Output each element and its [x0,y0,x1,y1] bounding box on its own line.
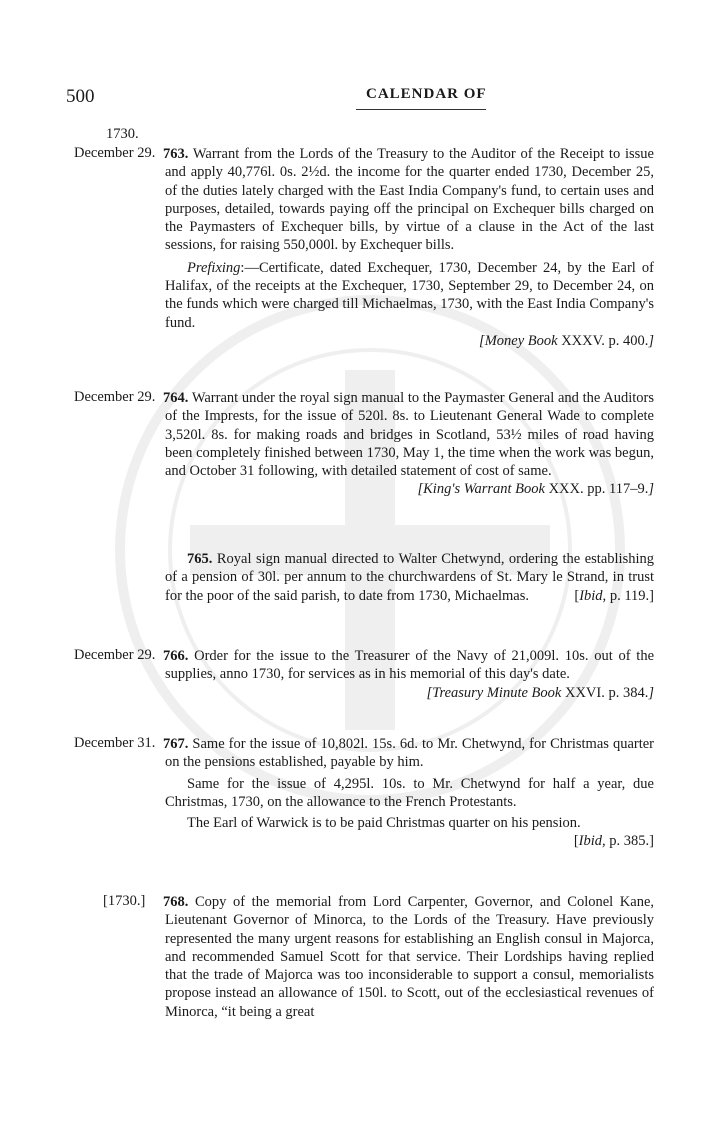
reference-page: XXX. pp. 117–9. [548,481,649,498]
entry-sub-paragraph: Same for the issue of 4,295l. 10s. to Mr. Chetwynd for half a year, due Christmas, 1730, on the allowance to the French Protestants. [165,775,654,810]
entry-text [165,145,654,350]
entry-body: Same for the issue of 10,802l. 15s. 6d. to Mr. Chetwynd, for Christmas quarter on the pensions established, payable by him. [165,736,655,771]
reference-book: King's Warrant Book [423,481,545,498]
reference-page: p. 119. [609,587,650,604]
entry-body: Copy of the memorial from Lord Carpenter, Governor, and Colonel Kane, Lieutenant Governor of Minorca, to the Lords of the Treasury. Have previously represented the many urgent reasons for establishing an English consul in Majorca, and recommended Samuel Scott for that service. Their Lordships having replied that the trade of Majorca was too inconsiderable to support a consul, memorialists propose instead an allowance of 150l. to Scott, out of the ecclesiastical revenues of Minorca, “it being a great [165,894,655,1020]
entry-sub-body: :—Certificate, dated Exchequer, 1730, December 24, by the Earl of Halifax, of the receipts at the Exchequer, 1730, September 29, to December 24, on the funds which were charged till Michaelmas, 1730, with the East India Company's fund. [165,259,654,331]
entry-body: Order for the issue to the Treasurer of the Navy of 21,009l. 10s. out of the supplies, anno 1730, for services as in his memorial of this day's date. [165,648,655,683]
entry-reference: [Money Book XXXV. p. 400.] [479,332,654,349]
entry-text [165,647,654,702]
entry-number: 765. [187,551,213,567]
entry-date: December 29. [74,389,156,405]
entry-sub-paragraph: The Earl of Warwick is to be paid Christmas quarter on his pension. [187,815,581,832]
entry-body: Royal sign manual directed to Walter Chetwynd, ordering the establishing of a pension of 30l. per annum to the churchwardens of St. Mary le Strand, in trust for the poor of the said parish, to date from 1730, Michaelmas. [165,551,654,604]
page-number: 500 [66,86,95,107]
entry-reference: [King's Warrant Book XXX. pp. 117–9.] [417,481,654,498]
entry-text [165,550,654,605]
entry-sub-label: Prefixing [187,259,241,276]
running-head: CALENDAR OF [366,86,487,102]
reference-book: Ibid, [579,587,607,604]
entry-body: Warrant under the royal sign manual to the Paymaster General and the Auditors of the Imprests, for the issue of 520l. 8s. to Lieutenant General Wade to complete 3,520l. 8s. for making roads and bridges in Scotland, 53½ miles of road having been completely finished between 1730, May 1, the time when the work was begun, and October 31 following, with detailed statement of cost of same. [165,390,654,480]
year-label: 1730. [106,126,139,142]
reference-book: Treasury Minute Book [432,684,562,701]
entry-reference: [Ibid, p. 119.] [574,587,654,604]
reference-book: Ibid, [578,833,606,850]
reference-page: XXVI. p. 384. [564,684,649,701]
entry-number: 766. [163,648,189,664]
entry-number: 767. [163,736,189,752]
entry-date: December 31. [74,735,156,751]
entry-date: December 29. [74,145,156,161]
reference-book: Money Book [484,332,558,349]
entry-date: December 29. [74,647,156,663]
reference-page: XXXV. p. 400. [561,332,649,349]
entry-reference: [Ibid, p. 385.] [573,833,654,850]
entry-reference: [Treasury Minute Book XXVI. p. 384.] [426,684,654,701]
entry-text [165,389,654,499]
entry-text [165,735,654,851]
entry-date: [1730.] [103,893,146,909]
entry-text [165,893,654,1021]
reference-page: p. 385. [609,833,650,850]
entry-number: 768. [163,894,189,910]
entry-body: Warrant from the Lords of the Treasury to the Auditor of the Receipt to issue and apply 40,776l. 0s. 2½d. the income for the quarter ended 1730, December 25, of the duties lately charged with the East India Company's fund, to certain uses and purposes, detailed, towards paying off the principal on Exchequer bills charged on the Paymasters of Exchequer bills, by virtue of a clause in the Act of the last sessions, for raising 550,000l. by Exchequer bills. [165,146,654,254]
entry-number: 764. [163,390,189,406]
entry-number: 763. [163,146,189,162]
header-rule [356,109,486,110]
page-header [66,86,654,110]
